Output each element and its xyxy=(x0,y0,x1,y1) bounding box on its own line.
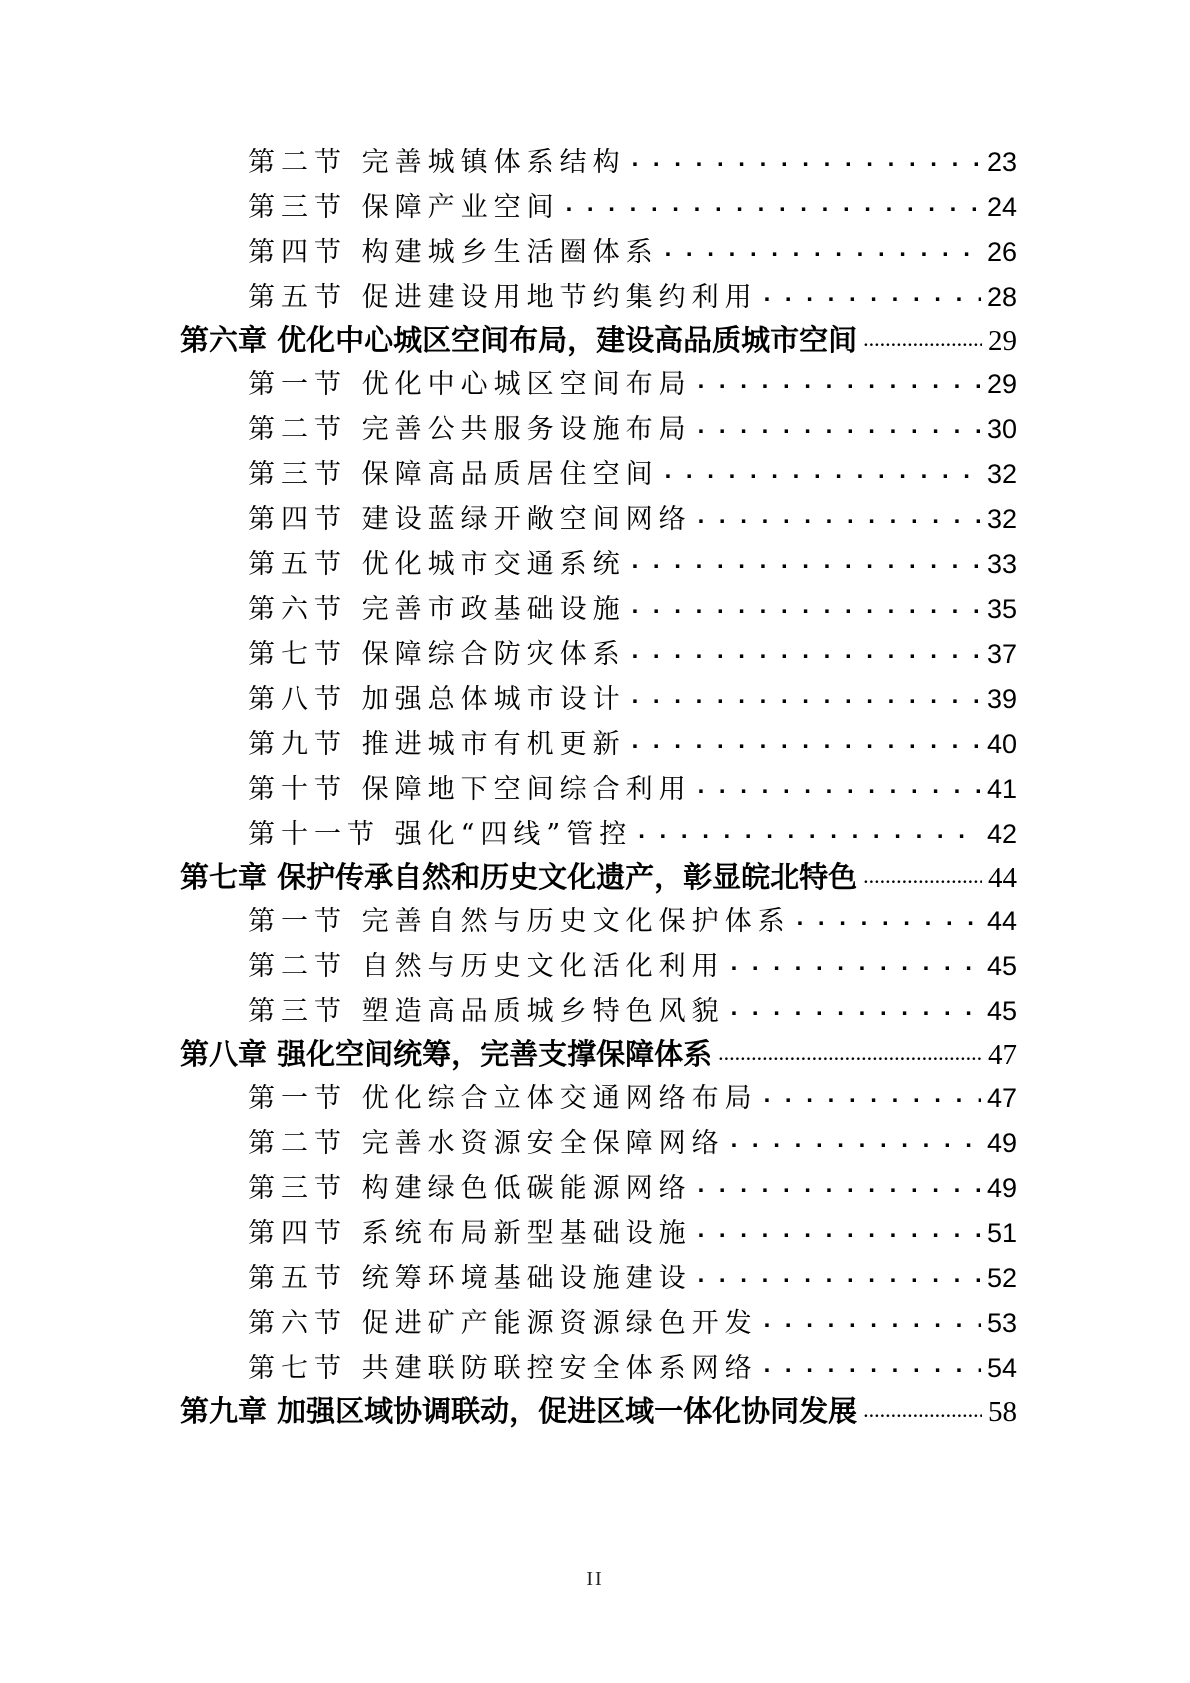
dot-leader xyxy=(863,858,982,887)
toc-entry[interactable] xyxy=(248,812,1017,856)
toc-chapter-entry[interactable] xyxy=(180,318,1017,362)
toc-entry-title: 第九节 推进城市有机更新 xyxy=(248,729,626,760)
toc-entry-page: 39 xyxy=(986,684,1017,714)
dot-leader xyxy=(632,681,981,708)
toc-entry-title: 第三节 保障高品质居住空间 xyxy=(248,459,659,490)
toc-entry-title: 第六节 完善市政基础设施 xyxy=(248,594,626,625)
toc-entry-title: 第二节 完善公共服务设施布局 xyxy=(248,414,692,445)
toc-entry-title: 第四节 构建城乡生活圈体系 xyxy=(248,237,659,268)
toc-entry-page: 37 xyxy=(986,639,1017,669)
dot-leader xyxy=(731,993,981,1020)
toc-entry-title: 第四节 系统布局新型基础设施 xyxy=(248,1218,692,1249)
toc-entry-page: 49 xyxy=(986,1128,1017,1158)
toc-entry[interactable] xyxy=(248,1346,1017,1390)
toc-entry[interactable] xyxy=(248,944,1017,988)
dot-leader xyxy=(632,144,981,171)
dot-leader xyxy=(632,546,981,573)
toc-entry[interactable] xyxy=(248,140,1017,184)
toc-entry-title: 第八节 加强总体城市设计 xyxy=(248,684,626,715)
toc-entry-title: 第一节 完善自然与历史文化保护体系 xyxy=(248,906,791,937)
dot-leader xyxy=(698,411,981,438)
toc-entry-title: 第二节 完善城镇体系结构 xyxy=(248,147,626,178)
toc-entry-title: 第十节 保障地下空间综合利用 xyxy=(248,774,692,805)
toc-entry[interactable] xyxy=(248,722,1017,766)
dot-leader xyxy=(698,366,981,393)
toc-entry-title: 第三节 构建绿色低碳能源网络 xyxy=(248,1173,692,1204)
dot-leader xyxy=(698,501,981,528)
toc-entry-page: 29 xyxy=(986,369,1017,399)
toc-entry-title: 第四节 建设蓝绿开敞空间网络 xyxy=(248,504,692,535)
dot-leader xyxy=(797,903,981,930)
toc-entry[interactable] xyxy=(248,677,1017,721)
toc-entry-title: 第三节 塑造高品质城乡特色风貌 xyxy=(248,996,725,1027)
dot-leader xyxy=(764,1305,981,1332)
toc-entry-title: 第十一节 强化“四线”管控 xyxy=(248,819,633,850)
toc-entry[interactable] xyxy=(248,1301,1017,1345)
toc-chapter-page: 29 xyxy=(988,325,1017,357)
toc-entry-title: 第六节 促进矿产能源资源绿色开发 xyxy=(248,1308,758,1339)
toc-entry[interactable] xyxy=(248,407,1017,451)
toc-chapter-entry[interactable] xyxy=(180,855,1017,899)
toc-entry-title: 第七节 共建联防联控安全体系网络 xyxy=(248,1353,758,1384)
dot-leader xyxy=(698,771,981,798)
toc-entry[interactable] xyxy=(248,230,1017,274)
toc-entry[interactable] xyxy=(248,362,1017,406)
toc-chapter-entry[interactable] xyxy=(180,1032,1017,1076)
toc-entry[interactable] xyxy=(248,185,1017,229)
toc-entry-page: 32 xyxy=(986,459,1017,489)
dot-leader xyxy=(698,1260,981,1287)
toc-chapter-page: 58 xyxy=(988,1396,1017,1428)
dot-leader xyxy=(638,816,981,843)
toc-entry-page: 33 xyxy=(986,549,1017,579)
toc-entry-title: 第二节 自然与历史文化活化利用 xyxy=(248,951,725,982)
toc-entry-page: 47 xyxy=(986,1083,1017,1113)
dot-leader xyxy=(566,189,981,216)
dot-leader xyxy=(698,1170,981,1197)
toc-entry-title: 第五节 统筹环境基础设施建设 xyxy=(248,1263,692,1294)
dot-leader xyxy=(718,1035,982,1064)
dot-leader xyxy=(764,1080,981,1107)
toc-entry-title: 第七节 保障综合防灾体系 xyxy=(248,639,626,670)
toc-entry[interactable] xyxy=(248,1256,1017,1300)
dot-leader xyxy=(665,234,981,261)
dot-leader xyxy=(863,321,982,350)
dot-leader xyxy=(698,1215,981,1242)
toc-entry[interactable] xyxy=(248,1121,1017,1165)
toc-chapter-page: 47 xyxy=(988,1039,1017,1071)
toc-entry-page: 35 xyxy=(986,594,1017,624)
toc-entry-page: 45 xyxy=(986,951,1017,981)
toc-entry[interactable] xyxy=(248,452,1017,496)
toc-entry-title: 第一节 优化综合立体交通网络布局 xyxy=(248,1083,758,1114)
toc-entry-page: 45 xyxy=(986,996,1017,1026)
toc-entry[interactable] xyxy=(248,767,1017,811)
toc-entry-page: 51 xyxy=(986,1218,1017,1248)
toc-entry-page: 30 xyxy=(986,414,1017,444)
toc-entry-page: 40 xyxy=(986,729,1017,759)
toc-entry-page: 41 xyxy=(986,774,1017,804)
toc-entry[interactable] xyxy=(248,1076,1017,1120)
toc-entry-title: 第五节 优化城市交通系统 xyxy=(248,549,626,580)
toc-entry[interactable] xyxy=(248,989,1017,1033)
toc-chapter-title: 第九章 加强区域协调联动，促进区域一体化协同发展 xyxy=(180,1394,858,1428)
toc-entry-page: 44 xyxy=(986,906,1017,936)
toc-entry-page: 24 xyxy=(986,192,1017,222)
toc-chapter-entry[interactable] xyxy=(180,1389,1017,1433)
toc-entry-page: 54 xyxy=(986,1353,1017,1383)
toc-chapter-page: 44 xyxy=(988,862,1017,894)
dot-leader xyxy=(731,1125,981,1152)
toc-entry-page: 49 xyxy=(986,1173,1017,1203)
toc-entry-page: 28 xyxy=(986,282,1017,312)
toc-entry[interactable] xyxy=(248,275,1017,319)
dot-leader xyxy=(731,948,981,975)
dot-leader xyxy=(863,1392,982,1421)
toc-entry[interactable] xyxy=(248,587,1017,631)
dot-leader xyxy=(632,591,981,618)
toc-entry-page: 32 xyxy=(986,504,1017,534)
dot-leader xyxy=(632,636,981,663)
toc-entry[interactable] xyxy=(248,632,1017,676)
dot-leader xyxy=(632,726,981,753)
toc-chapter-title: 第八章 强化空间统筹，完善支撑保障体系 xyxy=(180,1037,713,1071)
toc-entry-page: 42 xyxy=(986,819,1017,849)
toc-entry-title: 第三节 保障产业空间 xyxy=(248,192,560,223)
toc-chapter-title: 第七章 保护传承自然和历史文化遗产，彰显皖北特色 xyxy=(180,860,858,894)
toc-entry-page: 26 xyxy=(986,237,1017,267)
toc-chapter-title: 第六章 优化中心城区空间布局，建设高品质城市空间 xyxy=(180,323,858,357)
dot-leader xyxy=(665,456,981,483)
toc-entry[interactable] xyxy=(248,899,1017,943)
toc-entry-title: 第二节 完善水资源安全保障网络 xyxy=(248,1128,725,1159)
dot-leader xyxy=(764,1350,981,1377)
toc-entry[interactable] xyxy=(248,1211,1017,1255)
page-number-footer: II xyxy=(586,1568,604,1590)
toc-entry[interactable] xyxy=(248,497,1017,541)
toc-entry-page: 23 xyxy=(986,147,1017,177)
toc-entry-title: 第一节 优化中心城区空间布局 xyxy=(248,369,692,400)
toc-entry[interactable] xyxy=(248,1166,1017,1210)
toc-entry-page: 53 xyxy=(986,1308,1017,1338)
toc-entry-page: 52 xyxy=(986,1263,1017,1293)
toc-entry[interactable] xyxy=(248,542,1017,586)
toc-entry-title: 第五节 促进建设用地节约集约利用 xyxy=(248,282,758,313)
dot-leader xyxy=(764,279,981,306)
